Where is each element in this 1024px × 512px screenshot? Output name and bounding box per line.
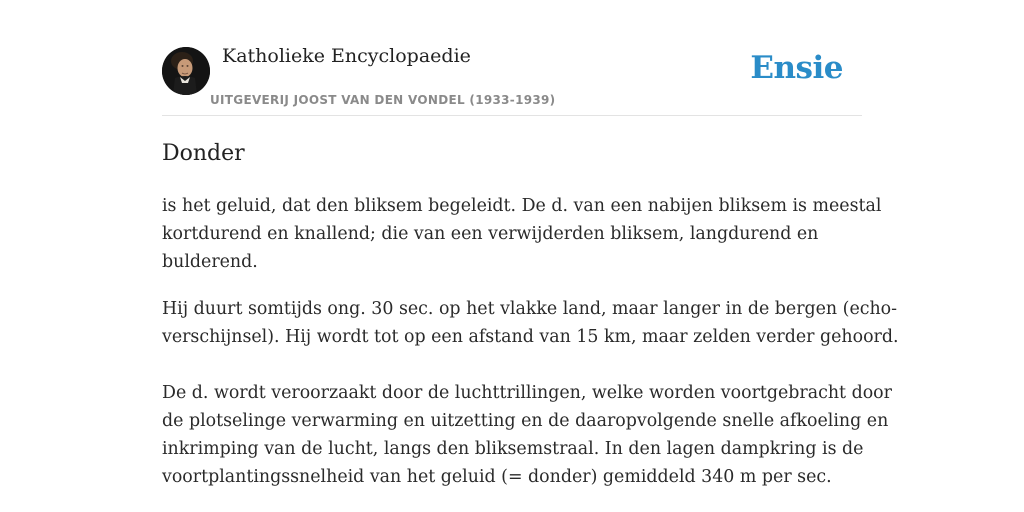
ensie-logo[interactable]: Ensie <box>750 50 843 86</box>
paragraph-line: Hij duurt somtijds ong. 30 sec. op het vlakke land, maar langer in de bergen (echo- <box>162 299 898 319</box>
article-title: Donder <box>162 141 245 166</box>
article-paragraph <box>162 192 882 276</box>
paragraph-line: kortdurend en knallend; die van een verwijderden bliksem, langdurend en <box>162 224 819 244</box>
paragraph-line: bulderend. <box>162 252 258 272</box>
site-title[interactable]: Katholieke Encyclopaedie <box>222 45 471 67</box>
site-header <box>162 0 862 116</box>
paragraph-line: de plotselinge verwarming en uitzetting en de daaropvolgende snelle afkoeling en <box>162 411 889 431</box>
author-portrait-avatar[interactable] <box>162 47 210 95</box>
paragraph-line: inkrimping van de lucht, langs den bliksemstraal. In den lagen dampkring is de <box>162 439 864 459</box>
article-paragraph <box>162 295 899 351</box>
portrait-image <box>162 47 210 95</box>
paragraph-line: De d. wordt veroorzaakt door de luchttrillingen, welke worden voortgebracht door <box>162 383 892 403</box>
publisher-subtitle: UITGEVERIJ JOOST VAN DEN VONDEL (1933-1939) <box>210 93 556 107</box>
paragraph-line: is het geluid, dat den bliksem begeleidt. De d. van een nabijen bliksem is meestal <box>162 196 882 216</box>
article-paragraph <box>162 379 892 491</box>
content-container <box>162 0 899 487</box>
paragraph-line: voortplantingssnelheid van het geluid (= donder) gemiddeld 340 m per sec. <box>162 467 832 487</box>
paragraph-line: verschijnsel). Hij wordt tot op een afstand van 15 km, maar zelden verder gehoord. <box>162 327 899 347</box>
